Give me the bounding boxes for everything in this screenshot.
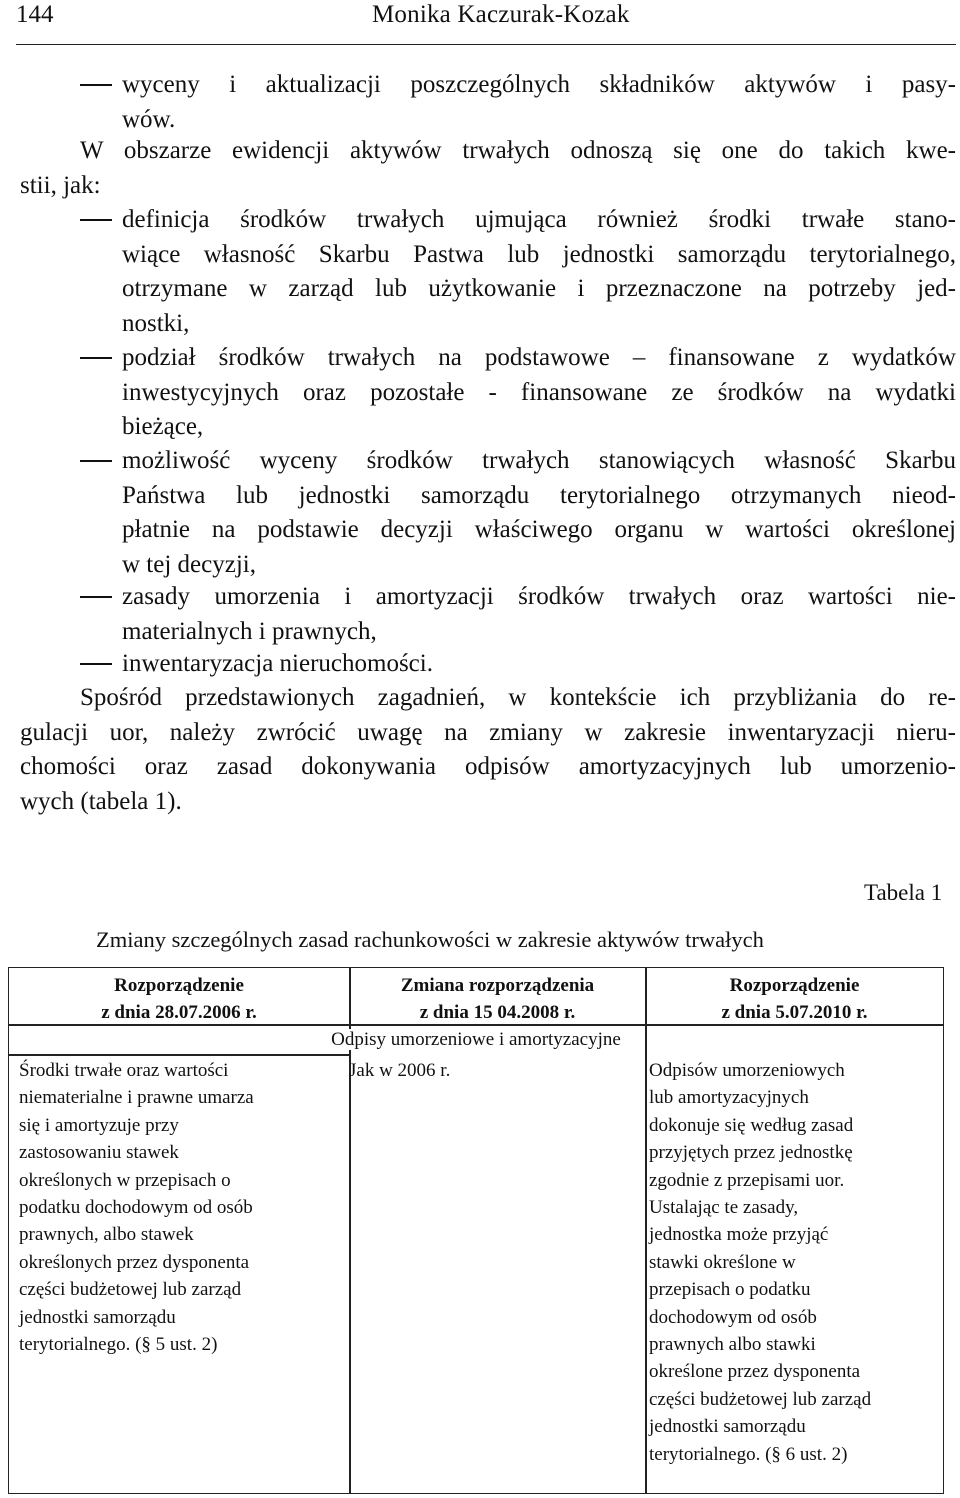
table-title: Zmiany szczególnych zasad rachunkowości w zakresie aktywów trwałych bbox=[96, 927, 764, 952]
list-item bbox=[0, 68, 960, 133]
list-item bbox=[0, 341, 960, 440]
dash-bullet bbox=[80, 357, 112, 359]
column-header: Rozporządzenie z dnia 28.07.2006 r. bbox=[101, 975, 257, 1023]
dash-bullet bbox=[80, 663, 112, 665]
column-header: Rozporządzenie z dnia 5.07.2010 r. bbox=[721, 975, 868, 1023]
list-item-text: możliwość wyceny środków trwałych stanowiących własność Skarbu Państwa lub jednostki samorządu terytorialnego otrzymanych nieod- płatnie na podstawie decyzji właściwego organu w wartości określonej w tej decyzji, bbox=[122, 447, 956, 578]
section-title: Odpisy umorzeniowe i amortyzacyjne bbox=[9, 1026, 943, 1053]
table-cell: Odpisów umorzeniowych lub amortyzacyjnych dokonuje się według zasad przyjętych przez jednostkę zgodnie z przepisami uor. Ustalając te zasady, jednostka może przyjąć stawki określone w przepisach o podatku dochodowym od osób prawnych albo stawki określone przez dysponenta części budżetowej lub zarząd jednostki samorządu terytorialnego. (§ 6 ust. 2) bbox=[649, 1060, 872, 1465]
table-cell: Środki trwałe oraz wartości niematerialne i prawne umarza się i amortyzuje przy zastosowaniu stawek określonych w przepisach o podatku dochodowym od osób prawnych, albo stawek określonych przez dysponenta części budżetowej lub zarząd jednostki samorządu terytorialnego. (§ 5 ust. 2) bbox=[19, 1060, 254, 1356]
table-label: Tabela 1 bbox=[864, 880, 943, 905]
paragraph: Spośród przedstawionych zagadnień, w kontekście ich przybliżania do re- gulacji uor, należy zwrócić uwagę na zmiany w zakresie inwentaryzacji nieru- chomości oraz zasad dokonywania odpisów amortyzacyjnych lub umorzenio- wych (tabela 1). bbox=[20, 684, 956, 815]
column-header: Zmiana rozporządzenia z dnia 15 04.2008 r. bbox=[400, 975, 595, 1023]
list-item-text: podział środków trwałych na podstawowe – finansowane z wydatków inwestycyjnych oraz pozostałe - finansowane ze środków na wydatki bieżące, bbox=[122, 344, 956, 440]
data-table bbox=[8, 967, 944, 1494]
list-item-text: wyceny i aktualizacji poszczególnych składników aktywów i pasy- wów. bbox=[122, 71, 956, 133]
dash-bullet bbox=[80, 596, 112, 598]
dash-bullet bbox=[80, 460, 112, 462]
list-item bbox=[0, 203, 960, 337]
dash-bullet bbox=[80, 219, 112, 221]
paragraph: W obszarze ewidencji aktywów trwałych odnoszą się one do takich kwe- stii, jak: bbox=[20, 137, 956, 199]
section-divider bbox=[9, 1054, 349, 1056]
list-item-text: zasady umorzenia i amortyzacji środków trwałych oraz wartości nie- materialnych i prawnych, bbox=[122, 583, 956, 645]
running-head: Monika Kaczurak-Kozak bbox=[372, 1, 630, 28]
list-item bbox=[0, 580, 960, 645]
page-number: 144 bbox=[16, 1, 54, 28]
list-item-text: inwentaryzacja nieruchomości. bbox=[122, 650, 433, 677]
dash-bullet bbox=[80, 84, 112, 86]
table-cell: Jak w 2006 r. bbox=[349, 1060, 451, 1081]
page-header bbox=[16, 0, 956, 45]
list-item-text: definicja środków trwałych ujmująca również środki trwałe stano- wiące własność Skarbu Pastwa lub jednostki samorządu terytorialnego, otrzymane w zarząd lub użytkowanie i przeznaczone na potrzeby jed- nostki, bbox=[122, 206, 956, 337]
list-item bbox=[0, 444, 960, 578]
list-item bbox=[0, 647, 960, 681]
